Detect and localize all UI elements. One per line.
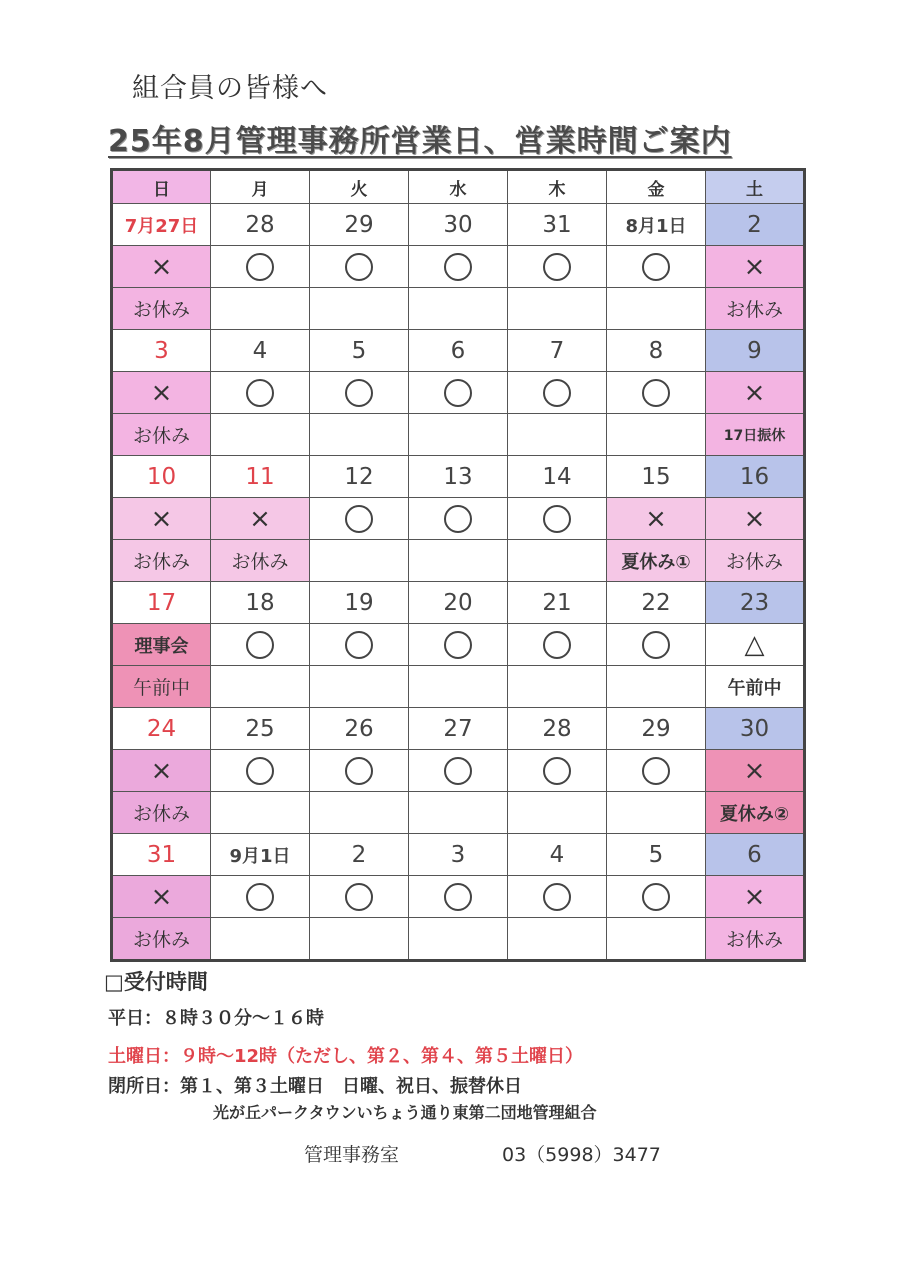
note-cell: お休み bbox=[112, 918, 211, 961]
open-circle-icon bbox=[444, 631, 472, 659]
date-row bbox=[112, 582, 805, 624]
note-cell bbox=[211, 666, 310, 708]
open-circle-icon bbox=[345, 757, 373, 785]
board-meeting-label: 理事会 bbox=[112, 624, 211, 666]
closed-days: 閉所日：第１、第３土曜日 日曜、祝日、振替休日 bbox=[108, 1076, 522, 1097]
open-circle-icon bbox=[642, 253, 670, 281]
date-cell: 3 bbox=[112, 330, 211, 372]
date-cell: 10 bbox=[112, 456, 211, 498]
date-cell: 21 bbox=[508, 582, 607, 624]
open-mark bbox=[211, 876, 310, 918]
open-circle-icon bbox=[246, 631, 274, 659]
date-cell: 7月27日 bbox=[112, 204, 211, 246]
open-mark bbox=[310, 372, 409, 414]
closed-mark: × bbox=[112, 876, 211, 918]
status-row bbox=[112, 372, 805, 414]
date-cell: 14 bbox=[508, 456, 607, 498]
open-mark bbox=[409, 246, 508, 288]
date-cell: 30 bbox=[706, 708, 805, 750]
date-cell: 16 bbox=[706, 456, 805, 498]
open-mark bbox=[508, 246, 607, 288]
note-cell: お休み bbox=[706, 288, 805, 330]
open-circle-icon bbox=[543, 379, 571, 407]
date-cell: 2 bbox=[310, 834, 409, 876]
open-mark bbox=[607, 246, 706, 288]
open-circle-icon bbox=[642, 883, 670, 911]
open-mark bbox=[409, 498, 508, 540]
open-circle-icon bbox=[444, 253, 472, 281]
calendar-table bbox=[110, 168, 806, 962]
weekday-saturday: 土 bbox=[706, 170, 805, 204]
closed-mark: × bbox=[112, 750, 211, 792]
open-mark bbox=[409, 750, 508, 792]
note-row bbox=[112, 540, 805, 582]
date-cell: 19 bbox=[310, 582, 409, 624]
open-mark bbox=[211, 372, 310, 414]
note-cell bbox=[607, 288, 706, 330]
closed-mark: × bbox=[112, 246, 211, 288]
note-cell bbox=[607, 792, 706, 834]
open-circle-icon bbox=[246, 757, 274, 785]
open-mark bbox=[211, 246, 310, 288]
date-cell: 23 bbox=[706, 582, 805, 624]
note-cell: お休み bbox=[706, 918, 805, 961]
date-cell: 11 bbox=[211, 456, 310, 498]
weekday-header-row bbox=[112, 170, 805, 204]
closed-mark: × bbox=[112, 372, 211, 414]
note-cell bbox=[211, 918, 310, 961]
note-cell: お休み bbox=[112, 288, 211, 330]
open-circle-icon bbox=[345, 631, 373, 659]
open-mark bbox=[409, 624, 508, 666]
open-circle-icon bbox=[543, 757, 571, 785]
note-cell bbox=[607, 666, 706, 708]
closed-mark: × bbox=[112, 498, 211, 540]
date-cell: 6 bbox=[409, 330, 508, 372]
note-cell bbox=[409, 414, 508, 456]
open-mark bbox=[211, 624, 310, 666]
reception-heading: □受付時間 bbox=[104, 970, 208, 994]
note-cell bbox=[508, 918, 607, 961]
note-cell bbox=[607, 414, 706, 456]
open-circle-icon bbox=[444, 379, 472, 407]
open-mark bbox=[409, 876, 508, 918]
note-cell bbox=[310, 918, 409, 961]
note-row bbox=[112, 792, 805, 834]
open-circle-icon bbox=[345, 253, 373, 281]
date-cell: 4 bbox=[211, 330, 310, 372]
date-cell: 6 bbox=[706, 834, 805, 876]
date-cell: 5 bbox=[310, 330, 409, 372]
open-mark bbox=[211, 750, 310, 792]
note-cell: 夏休み② bbox=[706, 792, 805, 834]
open-circle-icon bbox=[543, 253, 571, 281]
date-cell: 4 bbox=[508, 834, 607, 876]
date-cell: 15 bbox=[607, 456, 706, 498]
closed-mark: × bbox=[706, 498, 805, 540]
open-circle-icon bbox=[444, 757, 472, 785]
date-cell: 31 bbox=[508, 204, 607, 246]
date-cell: 29 bbox=[310, 204, 409, 246]
note-cell bbox=[409, 666, 508, 708]
note-cell bbox=[508, 792, 607, 834]
note-cell: お休み bbox=[112, 792, 211, 834]
open-circle-icon bbox=[345, 379, 373, 407]
date-cell: 12 bbox=[310, 456, 409, 498]
open-mark bbox=[508, 876, 607, 918]
note-cell: お休み bbox=[112, 540, 211, 582]
saturday-hours: 土曜日：９時～12時（ただし、第２、第４、第５土曜日） bbox=[108, 1046, 584, 1067]
note-cell bbox=[508, 414, 607, 456]
date-row bbox=[112, 708, 805, 750]
note-row bbox=[112, 918, 805, 961]
open-mark bbox=[508, 372, 607, 414]
date-row bbox=[112, 330, 805, 372]
closed-mark: × bbox=[706, 246, 805, 288]
note-cell bbox=[211, 414, 310, 456]
date-cell: 13 bbox=[409, 456, 508, 498]
open-circle-icon bbox=[642, 631, 670, 659]
note-cell bbox=[310, 414, 409, 456]
note-cell: 午前中 bbox=[706, 666, 805, 708]
date-cell: 17 bbox=[112, 582, 211, 624]
open-circle-icon bbox=[345, 505, 373, 533]
date-row bbox=[112, 834, 805, 876]
date-cell: 9 bbox=[706, 330, 805, 372]
date-cell: 20 bbox=[409, 582, 508, 624]
date-cell: 25 bbox=[211, 708, 310, 750]
note-cell bbox=[508, 540, 607, 582]
partial-open-mark: △ bbox=[706, 624, 805, 666]
status-row bbox=[112, 498, 805, 540]
date-cell: 9月1日 bbox=[211, 834, 310, 876]
open-circle-icon bbox=[642, 379, 670, 407]
open-circle-icon bbox=[543, 631, 571, 659]
note-cell bbox=[310, 540, 409, 582]
date-cell: 3 bbox=[409, 834, 508, 876]
closed-mark: × bbox=[211, 498, 310, 540]
open-circle-icon bbox=[444, 505, 472, 533]
open-mark bbox=[508, 750, 607, 792]
note-cell bbox=[211, 792, 310, 834]
open-circle-icon bbox=[246, 253, 274, 281]
open-mark bbox=[607, 876, 706, 918]
status-row bbox=[112, 750, 805, 792]
date-cell: 28 bbox=[508, 708, 607, 750]
note-row bbox=[112, 666, 805, 708]
note-cell bbox=[310, 666, 409, 708]
status-row bbox=[112, 624, 805, 666]
note-cell: 夏休み① bbox=[607, 540, 706, 582]
phone-number: 03（5998）3477 bbox=[502, 1144, 661, 1166]
status-row bbox=[112, 876, 805, 918]
note-cell bbox=[211, 288, 310, 330]
date-cell: 31 bbox=[112, 834, 211, 876]
open-circle-icon bbox=[345, 883, 373, 911]
closed-mark: × bbox=[706, 750, 805, 792]
date-cell: 8 bbox=[607, 330, 706, 372]
open-circle-icon bbox=[543, 505, 571, 533]
closed-mark: × bbox=[607, 498, 706, 540]
note-cell: お休み bbox=[112, 414, 211, 456]
date-cell: 27 bbox=[409, 708, 508, 750]
note-row bbox=[112, 288, 805, 330]
open-circle-icon bbox=[642, 757, 670, 785]
closed-mark: × bbox=[706, 372, 805, 414]
date-cell: 5 bbox=[607, 834, 706, 876]
open-mark bbox=[310, 624, 409, 666]
note-cell bbox=[409, 792, 508, 834]
note-cell bbox=[310, 792, 409, 834]
date-cell: 7 bbox=[508, 330, 607, 372]
open-circle-icon bbox=[246, 379, 274, 407]
date-cell: 26 bbox=[310, 708, 409, 750]
date-cell: 28 bbox=[211, 204, 310, 246]
open-circle-icon bbox=[246, 883, 274, 911]
page-title: 25年8月管理事務所営業日、営業時間ご案内 bbox=[108, 124, 732, 159]
date-cell: 22 bbox=[607, 582, 706, 624]
note-cell bbox=[409, 918, 508, 961]
note-cell: 午前中 bbox=[112, 666, 211, 708]
open-mark bbox=[310, 498, 409, 540]
open-circle-icon bbox=[444, 883, 472, 911]
open-mark bbox=[607, 750, 706, 792]
note-row bbox=[112, 414, 805, 456]
organization-name: 光が丘パークタウンいちょう通り東第二団地管理組合 bbox=[213, 1103, 597, 1122]
open-mark bbox=[310, 750, 409, 792]
weekday-monday: 月 bbox=[211, 170, 310, 204]
open-mark bbox=[508, 498, 607, 540]
date-cell: 8月1日 bbox=[607, 204, 706, 246]
status-row bbox=[112, 246, 805, 288]
closed-mark: × bbox=[706, 876, 805, 918]
open-mark bbox=[310, 876, 409, 918]
weekday-thursday: 木 bbox=[508, 170, 607, 204]
office-name: 管理事務室 bbox=[304, 1144, 400, 1166]
open-mark bbox=[508, 624, 607, 666]
date-row bbox=[112, 204, 805, 246]
open-mark bbox=[607, 624, 706, 666]
note-cell bbox=[310, 288, 409, 330]
note-cell bbox=[508, 288, 607, 330]
date-cell: 18 bbox=[211, 582, 310, 624]
weekday-friday: 金 bbox=[607, 170, 706, 204]
open-mark bbox=[310, 246, 409, 288]
note-cell bbox=[508, 666, 607, 708]
note-cell: お休み bbox=[706, 540, 805, 582]
note-cell: 17日振休 bbox=[706, 414, 805, 456]
date-cell: 2 bbox=[706, 204, 805, 246]
date-cell: 24 bbox=[112, 708, 211, 750]
greeting: 組合員の皆様へ bbox=[132, 73, 328, 104]
note-cell bbox=[409, 288, 508, 330]
note-cell: お休み bbox=[211, 540, 310, 582]
weekday-sunday: 日 bbox=[112, 170, 211, 204]
weekday-wednesday: 水 bbox=[409, 170, 508, 204]
weekday-tuesday: 火 bbox=[310, 170, 409, 204]
weekday-hours: 平日：８時３０分～１６時 bbox=[108, 1008, 324, 1029]
note-cell bbox=[409, 540, 508, 582]
open-mark bbox=[409, 372, 508, 414]
date-row bbox=[112, 456, 805, 498]
date-cell: 29 bbox=[607, 708, 706, 750]
date-cell: 30 bbox=[409, 204, 508, 246]
open-circle-icon bbox=[543, 883, 571, 911]
open-mark bbox=[607, 372, 706, 414]
note-cell bbox=[607, 918, 706, 961]
